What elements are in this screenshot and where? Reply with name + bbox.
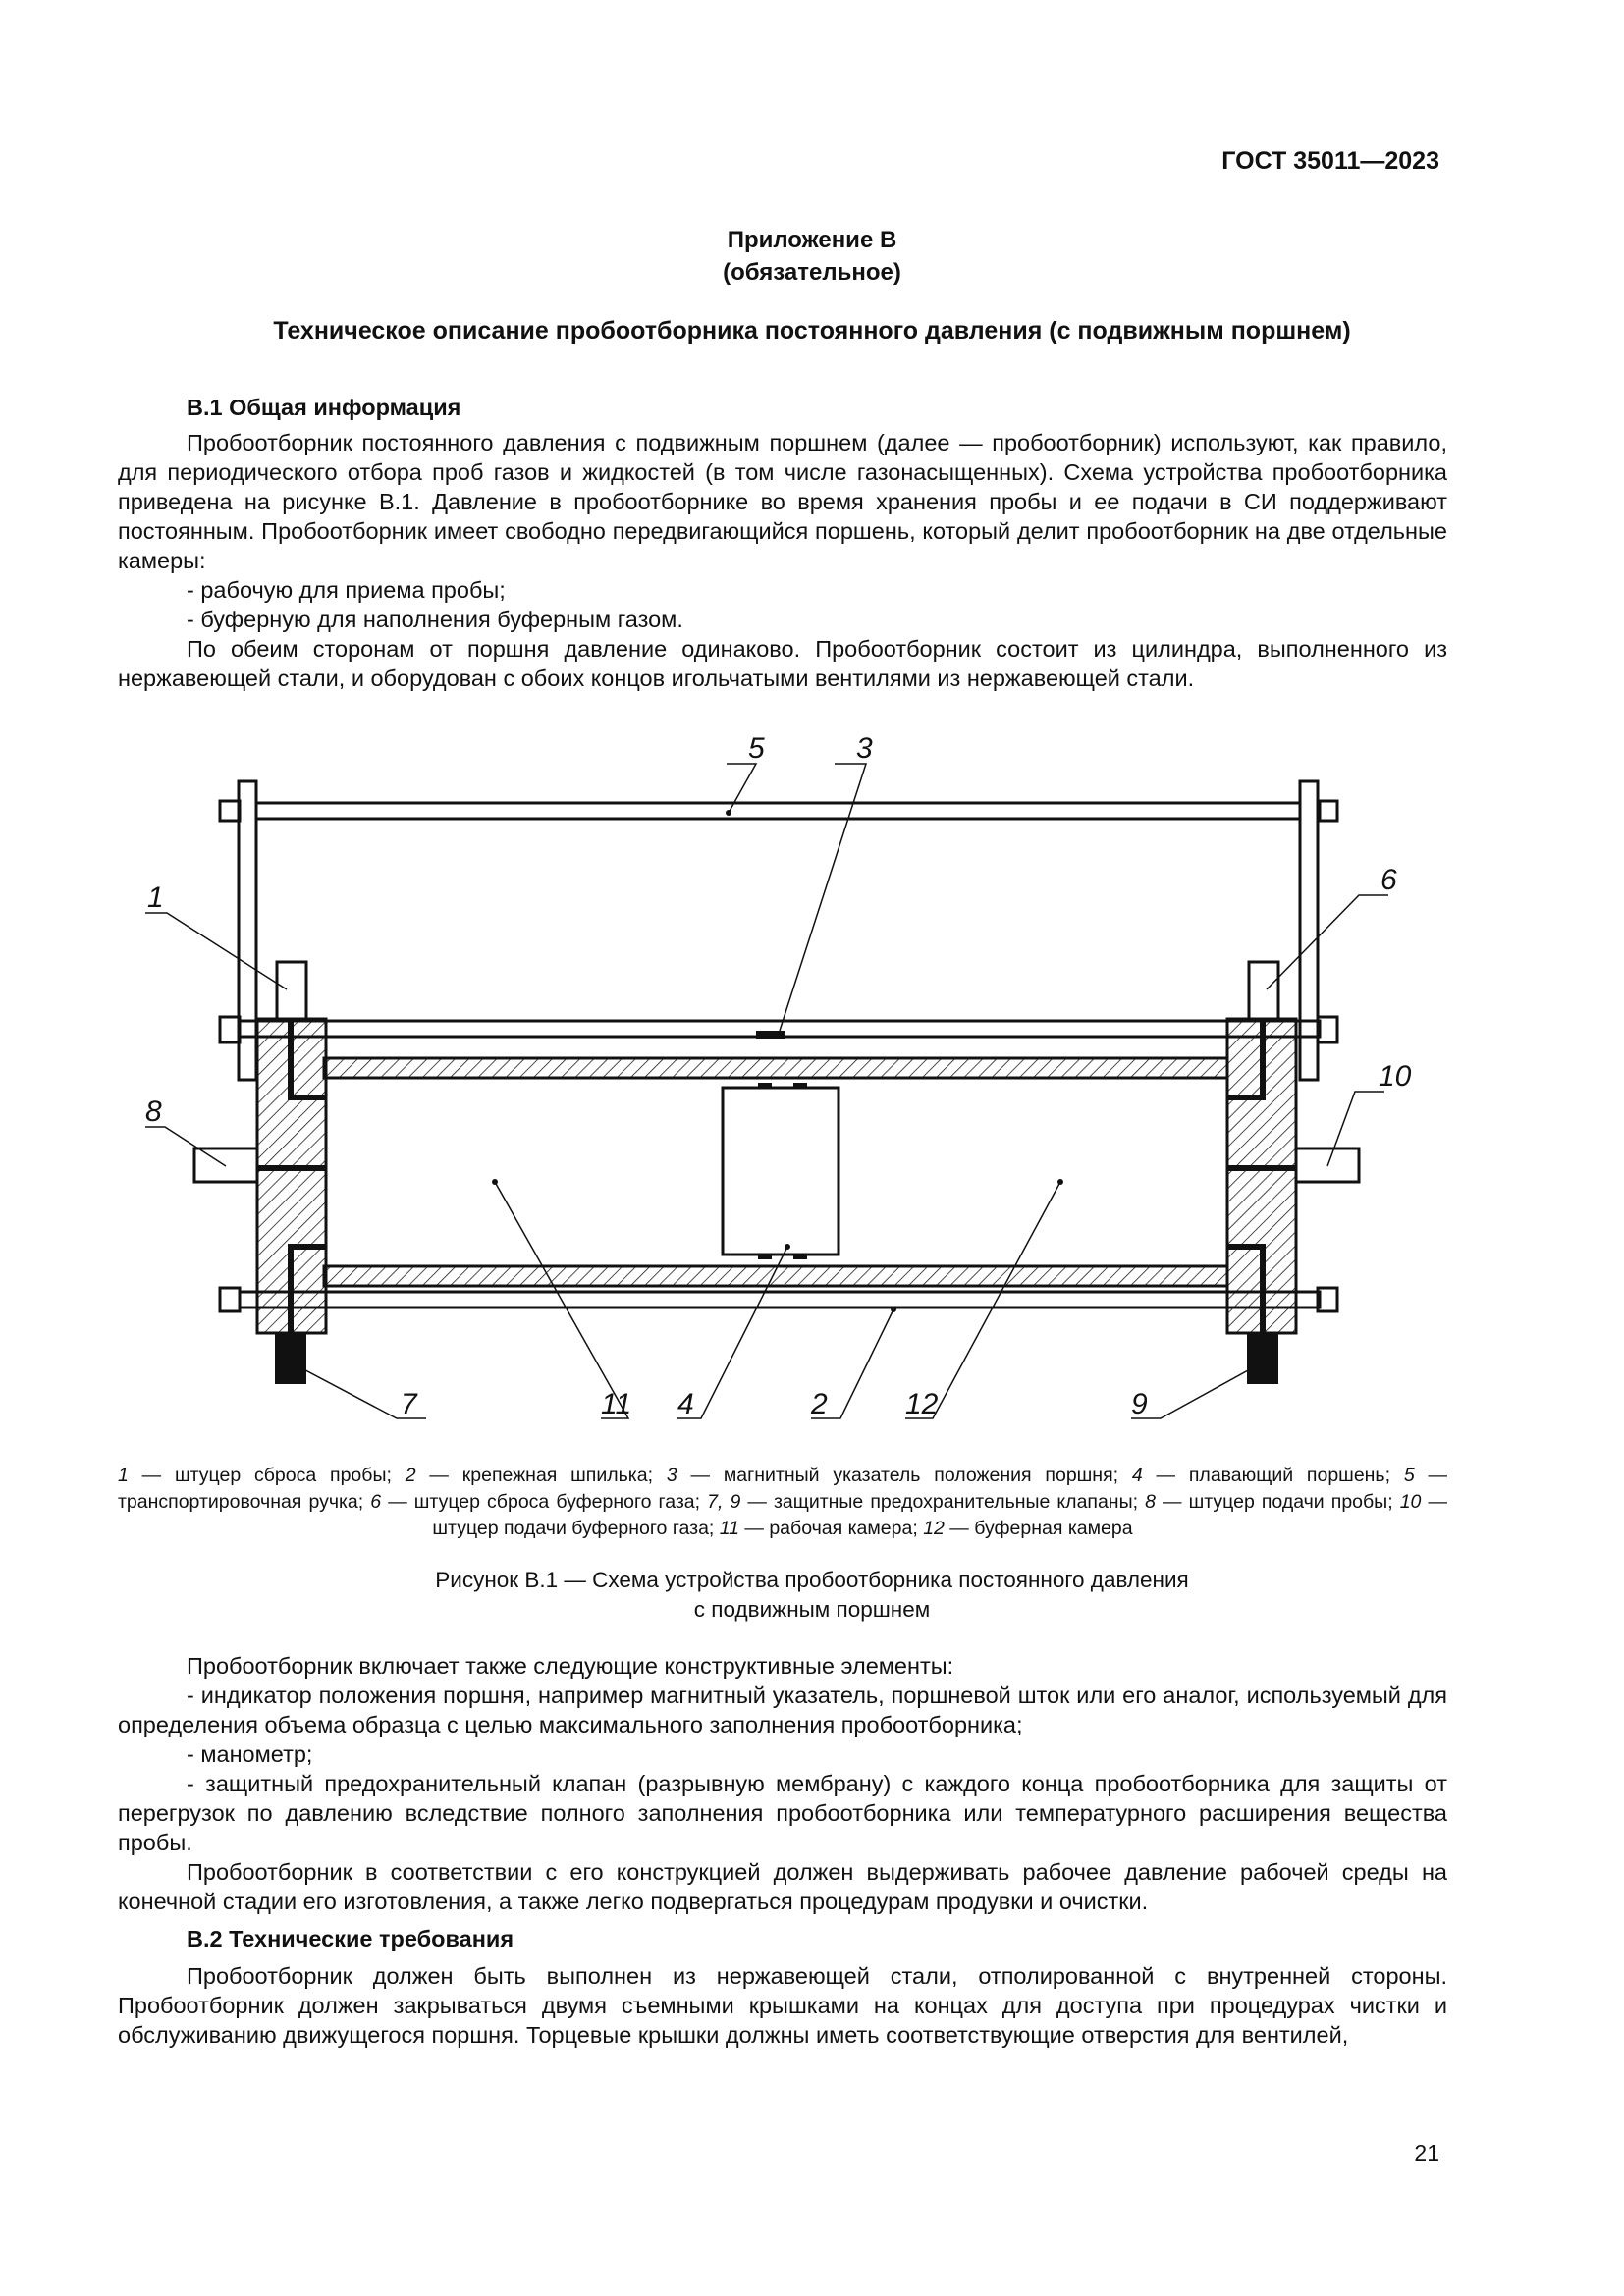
- callout-label: 8: [145, 1095, 162, 1128]
- magnetic-indicator: [756, 1031, 785, 1039]
- legend-number: 12: [923, 1518, 945, 1539]
- callout-label: 2: [811, 1388, 828, 1420]
- paragraph: По обеим сторонам от поршня давление одинаково. Пробоотборник состоит из цилиндра, выполненного из нержавеющей стали, и оборудован с обоих концов игольчатыми вентилями из нержавеющей стали.: [118, 636, 1447, 691]
- left-end-plate: [239, 781, 256, 1080]
- callout-label: 3: [856, 732, 873, 765]
- legend-text: — штуцер сброса пробы;: [128, 1465, 406, 1486]
- list-item: - рабочую для приема пробы;: [187, 577, 506, 603]
- legend-number: 11: [719, 1518, 739, 1539]
- paragraph: Пробоотборник в соответствии с его конструкцией должен выдерживать рабочее давление рабочей среды на конечной стадии его изготовления, а также легко подвергаться процедурам продувки и очистки.: [118, 1859, 1447, 1914]
- safety-valve-left: [275, 1333, 306, 1384]
- leader-dot: [1057, 1179, 1063, 1185]
- legend-text: — транспортировочная ручка;: [118, 1465, 1448, 1513]
- legend-text: — штуцер подачи пробы;: [1155, 1491, 1400, 1513]
- paragraph: Пробоотборник постоянного давления с подвижным поршнем (далее — пробоотборник) используют, как правило, для периодического отбора проб газов и жидкостей (в том числе газонасыщенных). Схема устройства пробоотборника приведена на рисунке В.1. Давление в пробоотборнике во время хранения пробы и ее подачи в СИ поддерживают постоянным. Пробоотборник имеет свободно передвигающийся поршень, который делит пробоотборник на две отдельные камеры:: [118, 430, 1447, 573]
- list-item: - манометр;: [187, 1741, 313, 1767]
- sampler-diagram: [0, 717, 1624, 1453]
- leader-line: [727, 764, 756, 813]
- figure-legend: [118, 1463, 1447, 1542]
- nut: [220, 1017, 240, 1042]
- legend-number: 8: [1145, 1491, 1156, 1513]
- callout-label: 9: [1131, 1388, 1148, 1420]
- callout-label: 1: [147, 881, 164, 914]
- figure-caption-line: с подвижным поршнем: [693, 1597, 931, 1622]
- list-item: - индикатор положения поршня, например магнитный указатель, поршневой шток или его аналог, используемый для определения объема образца с целью максимального заполнения пробоотборника;: [118, 1682, 1447, 1737]
- list-item: - защитный предохранительный клапан (разрывную мембрану) с каждого конца пробоотборника для защиты от перегрузок по давлению вследствие полного заполнения пробоотборника или температурного расширения вещества пробы.: [118, 1771, 1447, 1855]
- legend-number: 10: [1399, 1491, 1422, 1513]
- page-number: 21: [1414, 2140, 1439, 2165]
- leader-dot: [492, 1179, 498, 1185]
- leader-dot: [891, 1307, 896, 1312]
- appendix-heading: [0, 224, 1624, 289]
- appendix-status: (обязательное): [723, 259, 901, 286]
- right-end-plate: [1300, 781, 1318, 1080]
- leader-line: [495, 1182, 628, 1418]
- legend-text: — рабочая камера;: [739, 1518, 924, 1539]
- legend-text: — буферная камера: [944, 1518, 1133, 1539]
- buffer-release-fitting: [1249, 962, 1278, 1019]
- legend-number: 7, 9: [707, 1491, 741, 1513]
- paragraph: Пробоотборник включает также следующие конструктивные элементы:: [187, 1653, 954, 1679]
- floating-piston: [723, 1088, 839, 1255]
- callout-label: 6: [1380, 864, 1397, 896]
- callout-label: 5: [748, 732, 765, 765]
- figure-caption: [0, 1566, 1624, 1625]
- leader-line: [905, 1182, 1060, 1418]
- appendix-title: Приложение В: [727, 227, 897, 253]
- leader-line: [145, 913, 287, 989]
- cylinder-top-wall: [324, 1058, 1227, 1078]
- handle-rod: [240, 803, 1320, 819]
- leader-dot: [726, 810, 731, 816]
- section-heading: В.2 Технические требования: [187, 1926, 514, 1951]
- bottom-tie-rod: [240, 1292, 1320, 1308]
- legend-text: — штуцер подачи буферного газа;: [432, 1491, 1447, 1539]
- sample-inlet-fitting: [194, 1148, 257, 1182]
- document-title: Техническое описание пробоотборника постоянного давления (с подвижным поршнем): [273, 317, 1351, 345]
- list-item: - буферную для наполнения буферным газом.: [187, 607, 683, 632]
- callout-label: 10: [1379, 1060, 1412, 1093]
- callout-label: 4: [677, 1388, 694, 1420]
- legend-number: 5: [1403, 1465, 1415, 1486]
- legend-number: 2: [405, 1465, 416, 1486]
- leader-line: [1131, 1364, 1259, 1418]
- leader-line: [1267, 895, 1388, 989]
- legend-text: — штуцер сброса буферного газа;: [381, 1491, 708, 1513]
- paragraph: Пробоотборник должен быть выполнен из нержавеющей стали, отполированной с внутренней стороны. Пробоотборник должен закрываться двумя съемными крышками на концах для доступа при процедурах чистки и обслуживанию движущегося поршня. Торцевые крышки должны иметь соответствующие отверстия для вентилей,: [118, 1963, 1447, 2048]
- safety-valve-right: [1247, 1333, 1278, 1384]
- legend-text: — плавающий поршень;: [1142, 1465, 1404, 1486]
- sample-release-fitting: [277, 962, 306, 1019]
- legend-text: — защитные предохранительные клапаны;: [740, 1491, 1146, 1513]
- figure-caption-line: Рисунок В.1 — Схема устройства пробоотборника постоянного давления: [435, 1568, 1189, 1592]
- doc-number-header: ГОСТ 35011—2023: [1221, 147, 1439, 175]
- nut: [220, 801, 240, 821]
- callout-label: 7: [401, 1388, 417, 1420]
- callout-label: 11: [601, 1388, 632, 1420]
- leader-dot: [785, 1244, 790, 1250]
- nut: [220, 1288, 240, 1311]
- section-general-info: [118, 393, 1447, 693]
- legend-text: — магнитный указатель положения поршня;: [677, 1465, 1132, 1486]
- legend-number: 3: [666, 1465, 677, 1486]
- legend-number: 1: [118, 1465, 129, 1486]
- callout-label: 12: [905, 1388, 939, 1420]
- section-after-figure: [118, 1651, 1447, 2050]
- legend-text: — крепежная шпилька;: [415, 1465, 667, 1486]
- legend-number: 6: [370, 1491, 382, 1513]
- legend-number: 4: [1131, 1465, 1143, 1486]
- section-heading: В.1 Общая информация: [187, 395, 461, 420]
